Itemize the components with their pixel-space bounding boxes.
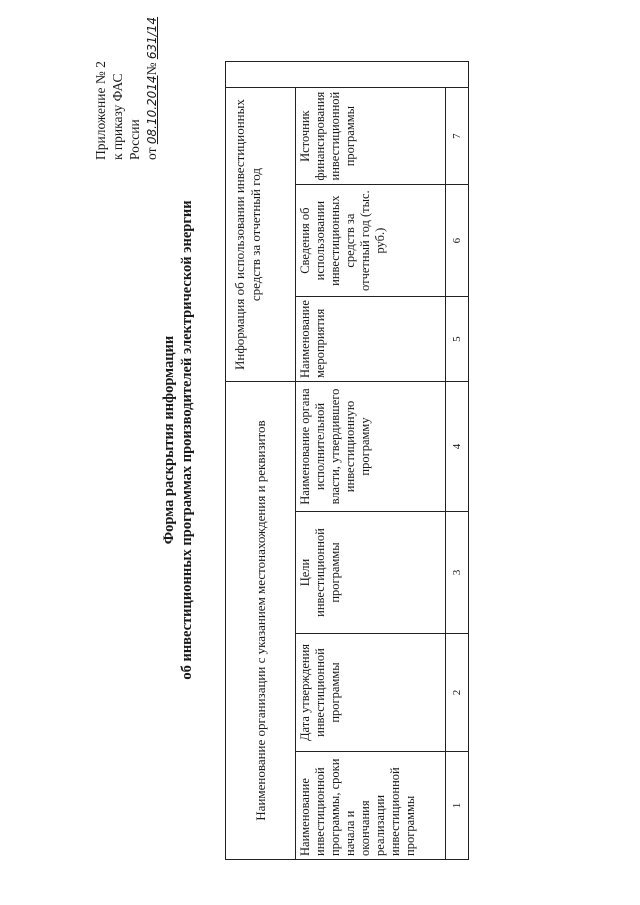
- column-number-7: 7: [446, 88, 469, 185]
- column-header-funding-source: Источник финансирования инвестиционной программы: [296, 88, 446, 185]
- column-header-program-name: Наименование инвестиционной программы, сроки начала и окончания реализации инвестиционной программы: [296, 752, 446, 860]
- appendix-order-number: 631/14: [145, 16, 159, 60]
- org-header-cell: Наименование организации с указанием местонахождения и реквизитов: [226, 382, 296, 860]
- appendix-number-sign: №: [144, 62, 159, 76]
- form-title: [160, 95, 196, 785]
- appendix-order-date: 08.10.2014: [145, 75, 159, 145]
- appendix-title: Приложение № 2: [93, 61, 108, 160]
- column-number-4: 4: [446, 382, 469, 512]
- column-header-funds-usage: Сведения об использовании инвестиционных средств за отчетный год (тыс. руб.): [296, 185, 446, 297]
- table-header-row-2: [296, 62, 446, 860]
- info-header-cell: Информация об использовании инвестиционных средств за отчетный год: [226, 88, 296, 382]
- table-numbering-row: [446, 62, 469, 860]
- investment-program-table: [225, 61, 469, 860]
- column-header-measure-name: Наименование мероприятия: [296, 297, 446, 382]
- column-number-3: 3: [446, 512, 469, 634]
- column-header-approving-authority: Наименование органа исполнительной власти, утвердившего инвестиционную программу: [296, 382, 446, 512]
- appendix-from-label: от: [144, 147, 159, 160]
- column-header-approval-date: Дата утверждения инвестиционной программы: [296, 634, 446, 752]
- column-number-6: 6: [446, 185, 469, 297]
- appendix-order-date-line: [143, 16, 161, 160]
- table-header-row-1: [226, 62, 296, 860]
- column-number-1: 1: [446, 752, 469, 860]
- appendix-order-ref: к приказу ФАС России: [110, 73, 142, 160]
- form-title-line1: Форма раскрытия информации: [161, 335, 177, 545]
- form-title-line2: об инвестиционных программах производителей электрической энергии: [179, 200, 195, 680]
- appendix-block: [92, 16, 161, 160]
- column-number-5: 5: [446, 297, 469, 382]
- column-number-2: 2: [446, 634, 469, 752]
- column-header-program-goals: Цели инвестиционной программы: [296, 512, 446, 634]
- table-right-margin-cell: [226, 62, 469, 88]
